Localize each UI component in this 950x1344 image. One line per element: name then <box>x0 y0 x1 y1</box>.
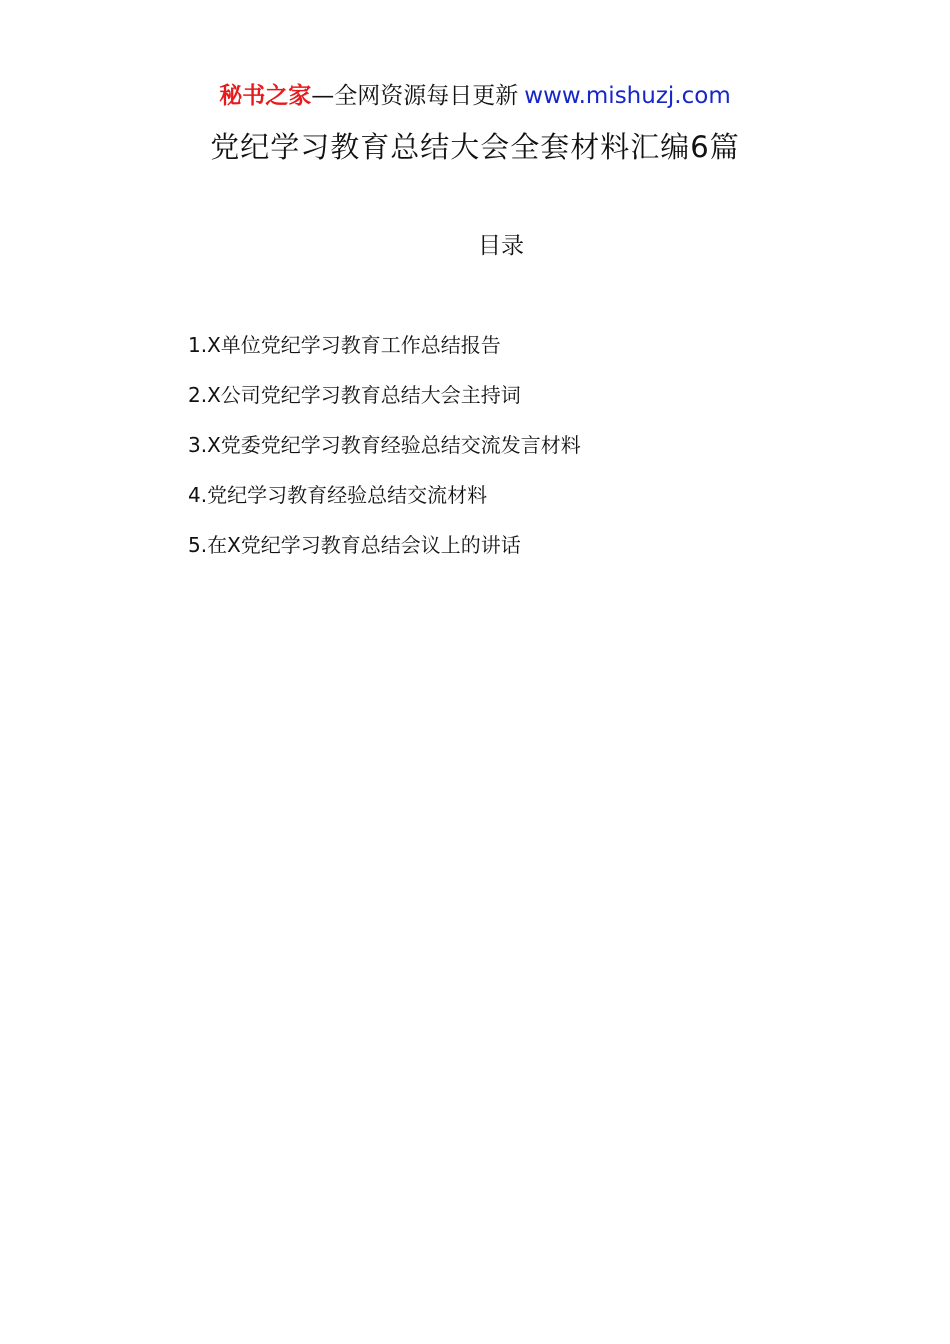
toc-item-5[interactable]: 5.在X党纪学习教育总结会议上的讲话 <box>188 533 521 557</box>
header-tagline: —全网资源每日更新 <box>311 83 519 109</box>
site-header <box>0 80 950 112</box>
table-of-contents <box>188 328 581 578</box>
toc-item-1[interactable]: 1.X单位党纪学习教育工作总结报告 <box>188 333 501 357</box>
toc-item-3[interactable]: 3.X党委党纪学习教育经验总结交流发言材料 <box>188 433 581 457</box>
toc-heading: 目录 <box>478 233 524 259</box>
toc-item-4[interactable]: 4.党纪学习教育经验总结交流材料 <box>188 483 488 507</box>
brand-name: 秘书之家 <box>219 83 312 109</box>
site-url-link[interactable]: www.mishuzj.com <box>524 83 731 109</box>
document-title: 党纪学习教育总结大会全套材料汇编6篇 <box>210 130 740 164</box>
toc-item-2[interactable]: 2.X公司党纪学习教育总结大会主持词 <box>188 383 521 407</box>
